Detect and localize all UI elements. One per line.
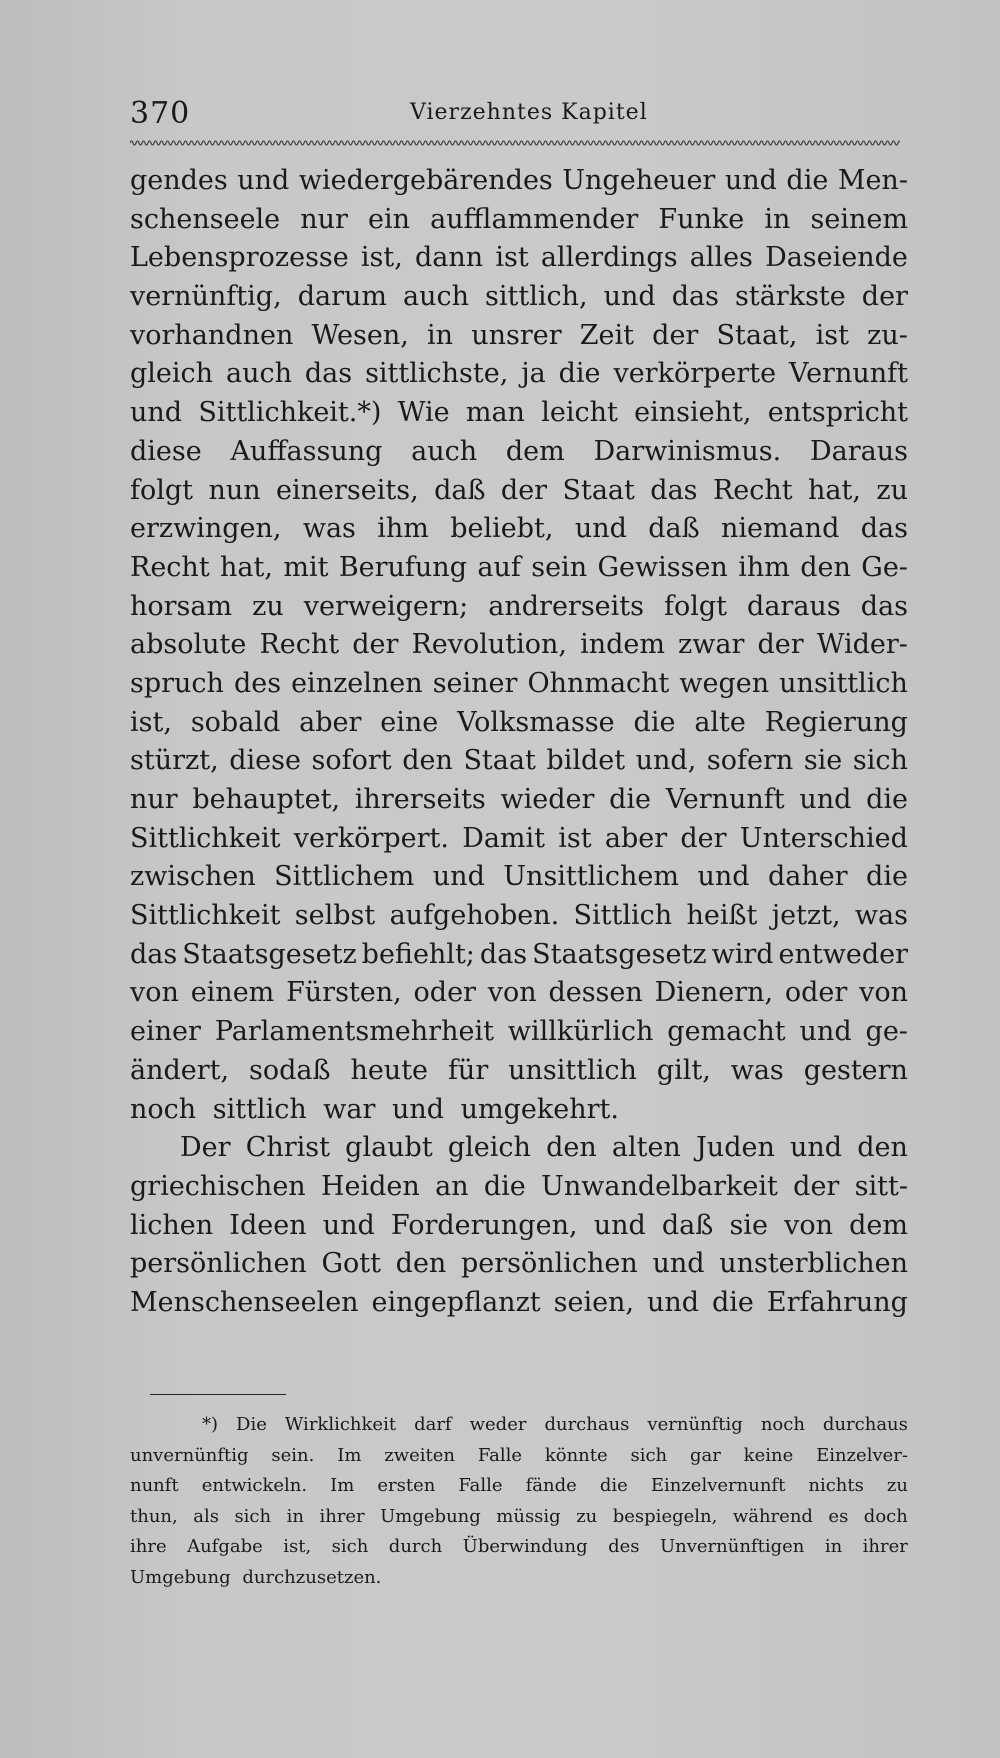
footnote-line: unvernünftig sein. Im zweiten Falle könnte sich gar keine Einzelver-	[130, 1444, 908, 1466]
body-line: vernünftig, darum auch sittlich, und das stärkste der	[130, 281, 908, 313]
footnote-line: *) Die Wirklichkeit darf weder durchaus vernünftig noch durchaus	[202, 1414, 908, 1435]
body-line: von einem Fürsten, oder von dessen Dienern, oder von	[130, 977, 908, 1009]
header-ornament-rule	[130, 138, 900, 148]
footnote-line: ihre Aufgabe ist, sich durch Überwindung des Unvernünftigen in ihrer	[130, 1536, 908, 1558]
body-line: ist, sobald aber eine Volksmasse die alte Regierung	[130, 706, 908, 738]
body-line: Sittlichkeit selbst aufgehoben. Sittlich heißt jetzt, was	[130, 900, 908, 932]
body-line: Der Christ glaubt gleich den alten Juden und den	[180, 1132, 908, 1164]
footnote-rule	[150, 1394, 286, 1395]
page-header	[130, 96, 900, 136]
body-line: noch sittlich war und umgekehrt.	[130, 1093, 619, 1125]
body-line: gleich auch das sittlichste, ja die verkörperte Vernunft	[130, 358, 908, 390]
body-line: Sittlichkeit verkörpert. Damit ist aber der Unterschied	[130, 822, 908, 854]
body-line: schenseele nur ein aufflammender Funke in seinem	[130, 203, 908, 235]
body-line: stürzt, diese sofort den Staat bildet und, sofern sie sich	[130, 745, 908, 777]
body-line: Lebensprozesse ist, dann ist allerdings alles Daseiende	[130, 242, 908, 274]
footnote-line: nunft entwickeln. Im ersten Falle fände die Einzelvernunft nichts zu	[130, 1475, 908, 1497]
body-line: spruch des einzelnen seiner Ohnmacht wegen unsittlich	[130, 667, 908, 699]
body-line: erzwingen, was ihm beliebt, und daß niemand das	[130, 513, 908, 545]
running-head: Vierzehntes Kapitel	[410, 100, 648, 125]
body-line: horsam zu verweigern; andrerseits folgt daraus das	[130, 590, 908, 622]
body-line: vorhandnen Wesen, in unsrer Zeit der Staat, ist zu-	[130, 319, 908, 351]
page-number: 370	[130, 96, 191, 131]
body-line: nur behauptet, ihrerseits wieder die Vernunft und die	[130, 784, 908, 815]
body-line: folgt nun einerseits, daß der Staat das Recht hat, zu	[130, 474, 908, 506]
body-line: lichen Ideen und Forderungen, und daß sie von dem	[130, 1209, 908, 1241]
body-line: Menschenseelen eingepflanzt seien, und die Erfahrung	[130, 1286, 908, 1318]
footnote-line: Umgebung durchzusetzen.	[130, 1566, 382, 1588]
body-line: absolute Recht der Revolution, indem zwar der Wider-	[130, 629, 908, 661]
body-line: ändert, sodaß heute für unsittlich gilt, was gestern	[130, 1054, 908, 1086]
footnote-line: thun, als sich in ihrer Umgebung müssig zu bespiegeln, während es doch	[130, 1505, 908, 1527]
body-line: griechischen Heiden an die Unwandelbarkeit der sitt-	[130, 1170, 908, 1202]
body-line: das Staatsgesetz befiehlt; das Staatsgesetz wird entweder	[130, 938, 908, 970]
footnote	[130, 1410, 908, 1594]
body-line: einer Parlamentsmehrheit willkürlich gemacht und ge-	[130, 1016, 908, 1048]
body-line: Recht hat, mit Berufung auf sein Gewissen ihm den Ge-	[130, 551, 908, 583]
body-line: zwischen Sittlichem und Unsittlichem und daher die	[130, 861, 908, 893]
body-line: gendes und wiedergebärendes Ungeheuer und die Men-	[130, 165, 908, 196]
body-text	[130, 162, 908, 1323]
body-line: persönlichen Gott den persönlichen und unsterblichen	[130, 1248, 908, 1280]
body-line: diese Auffassung auch dem Darwinismus. Daraus	[130, 435, 908, 467]
body-line: und Sittlichkeit.*) Wie man leicht einsieht, entspricht	[130, 397, 908, 429]
